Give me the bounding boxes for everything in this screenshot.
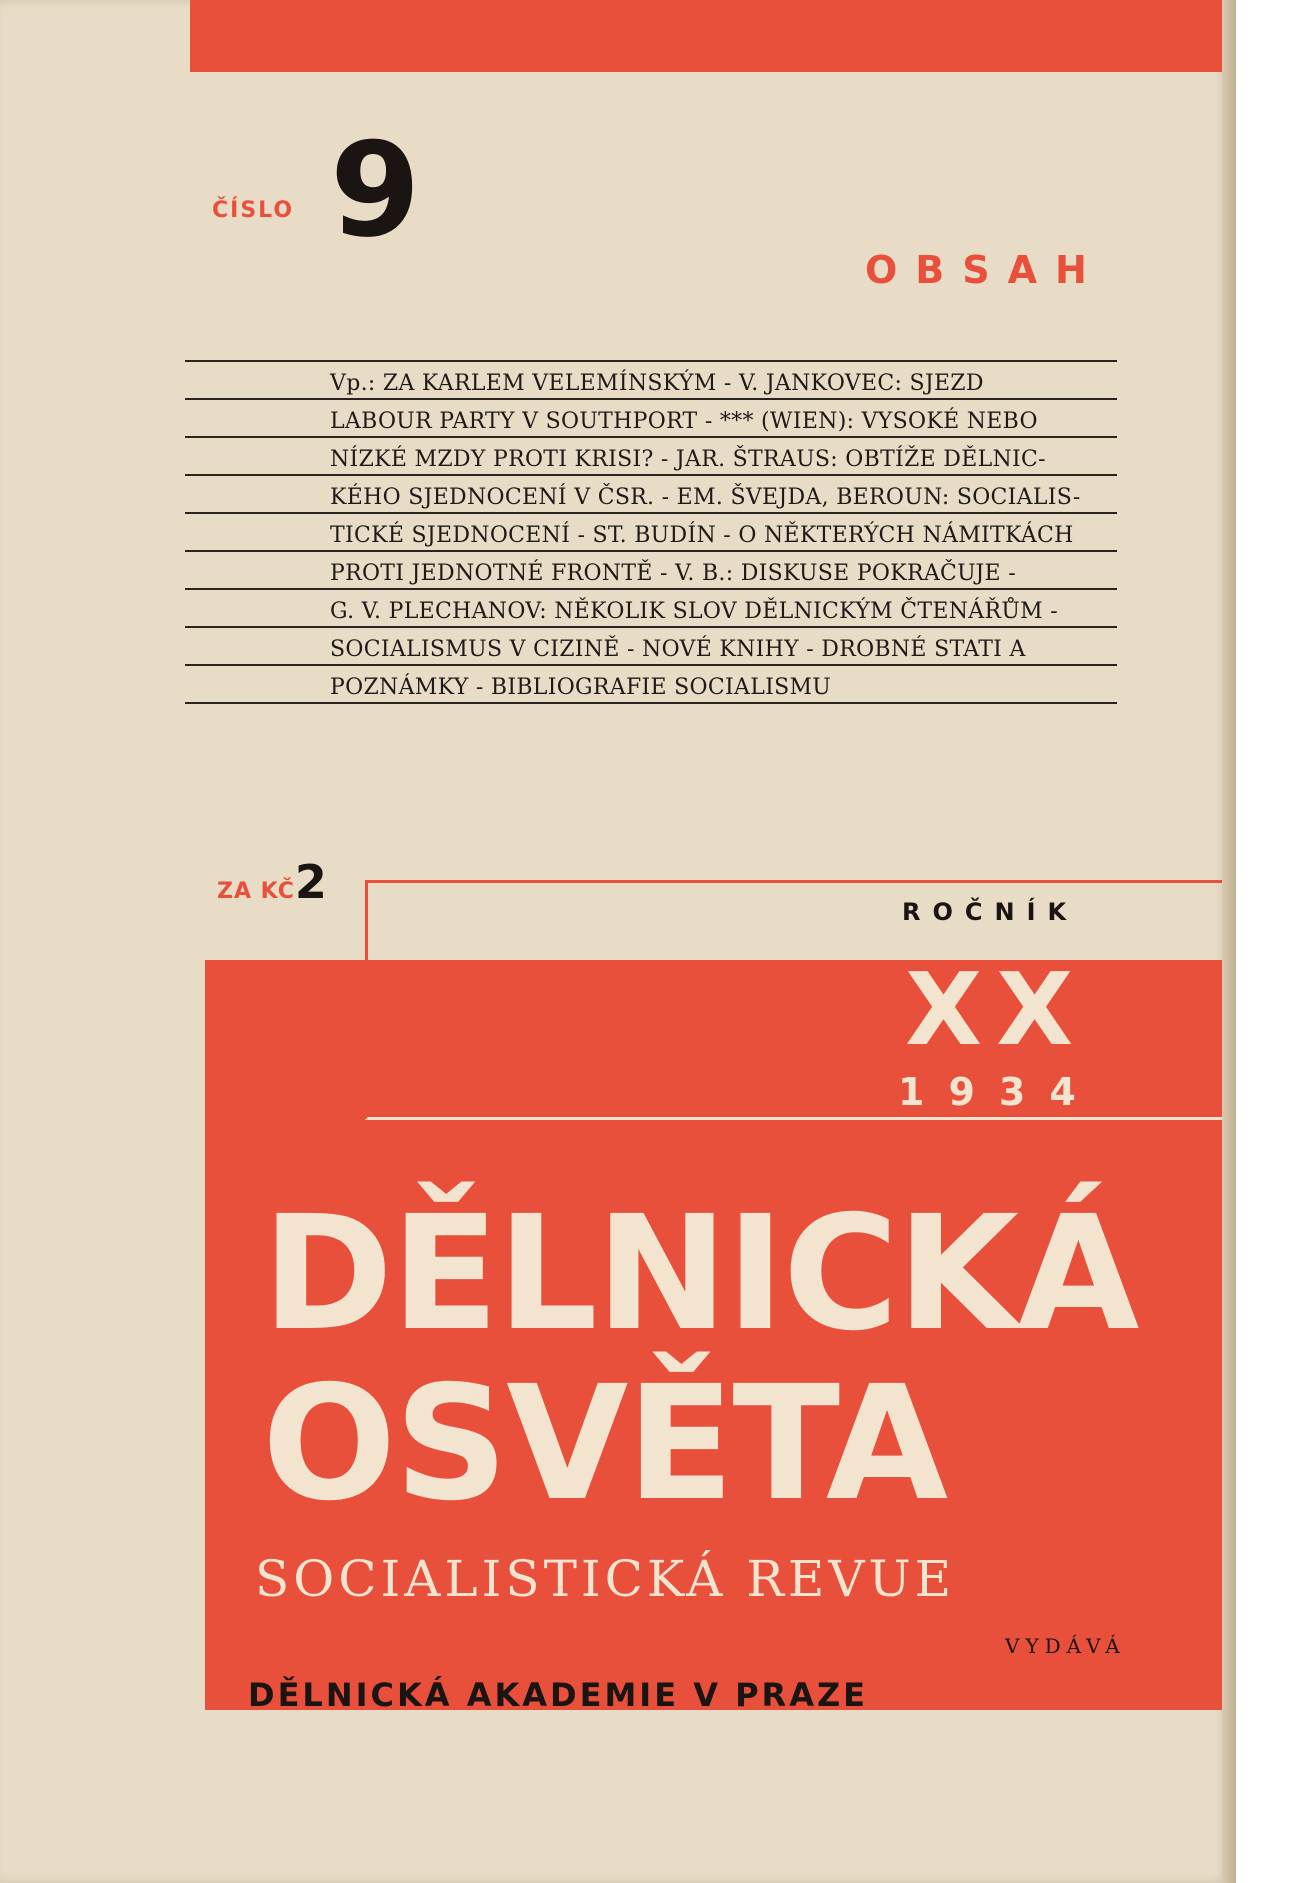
- contents-line: G. V. PLECHANOV: NĚKOLIK SLOV DĚLNICKÝM ČTENÁŘŮM -: [185, 588, 1117, 626]
- publisher-label: VYDÁVÁ: [1005, 1634, 1126, 1658]
- volume-roman: XX: [905, 951, 1088, 1068]
- publisher-name: DĚLNICKÁ AKADEMIE V PRAZE: [248, 1676, 869, 1714]
- contents-line: TICKÉ SJEDNOCENÍ - ST. BUDÍN - O NĚKTERÝCH NÁMITKÁCH: [185, 512, 1117, 550]
- price-label: ZA KČ: [217, 879, 295, 904]
- title-line-1: DĚLNICKÁ: [262, 1182, 1138, 1366]
- contents-line: POZNÁMKY - BIBLIOGRAFIE SOCIALISMU: [185, 664, 1117, 704]
- contents-line: LABOUR PARTY V SOUTHPORT - *** (WIEN): VYSOKÉ NEBO: [185, 398, 1117, 436]
- contents-line: SOCIALISMUS V CIZINĚ - NOVÉ KNIHY - DROBNÉ STATI A: [185, 626, 1117, 664]
- volume-label: ROČNÍK: [902, 898, 1079, 926]
- contents-line: PROTI JEDNOTNÉ FRONTĚ - V. B.: DISKUSE POKRAČUJE -: [185, 550, 1117, 588]
- contents-list: [185, 360, 1117, 704]
- price-amount: 2: [294, 855, 327, 909]
- contents-line: Vp.: ZA KARLEM VELEMÍNSKÝM - V. JANKOVEC: SJEZD: [185, 360, 1117, 398]
- title-line-2: OSVĚTA: [262, 1352, 947, 1536]
- subtitle: SOCIALISTICKÁ REVUE: [255, 1550, 956, 1608]
- top-red-band: [190, 0, 1222, 72]
- issue-label: ČÍSLO: [212, 198, 295, 223]
- issue-number: 9: [330, 114, 421, 266]
- price: [217, 855, 327, 909]
- contents-heading: OBSAH: [865, 248, 1105, 292]
- cover-edge: [1222, 0, 1236, 1883]
- contents-line: NÍZKÉ MZDY PROTI KRISI? - JAR. ŠTRAUS: OBTÍŽE DĚLNIC-: [185, 436, 1117, 474]
- contents-line: KÉHO SJEDNOCENÍ V ČSR. - EM. ŠVEJDA, BEROUN: SOCIALIS-: [185, 474, 1117, 512]
- volume-year: 1934: [898, 1070, 1100, 1114]
